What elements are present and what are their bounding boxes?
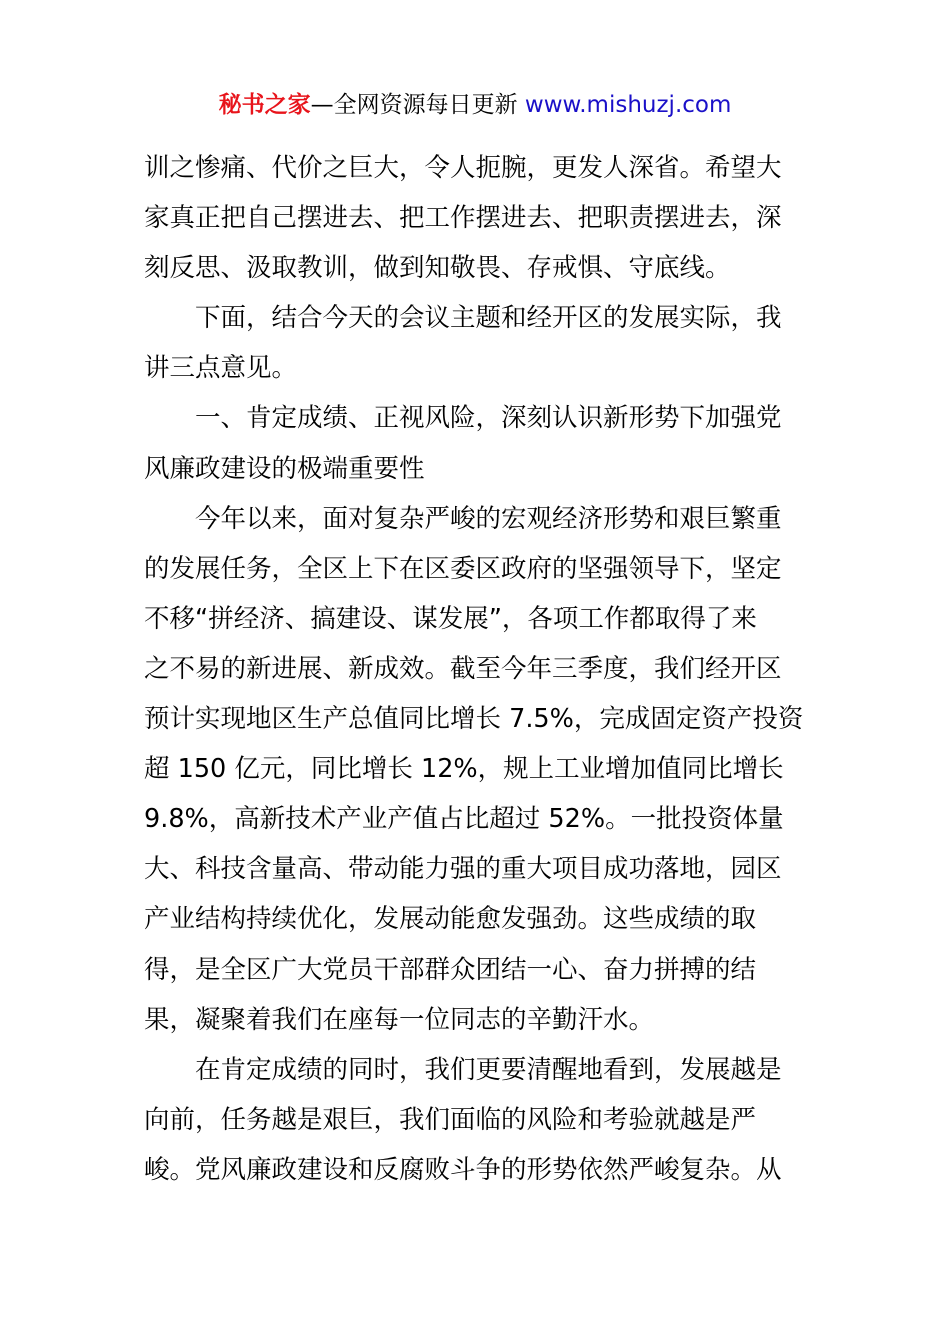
text-line-20: 向前，任务越是艰巨，我们面临的风险和考验就越是严: [144, 1104, 757, 1135]
text-line-17: 得，是全区广大党员干部群众团结一心、奋力拼搏的结: [144, 954, 757, 985]
text-line-1: 训之惨痛、代价之巨大，令人扼腕，更发人深省。希望大: [144, 153, 782, 183]
text-line-21: 峻。党风廉政建设和反腐败斗争的形势依然严峻复杂。从: [144, 1154, 782, 1185]
text-line-18: 果，凝聚着我们在座每一位同志的辛勤汗水。: [144, 1004, 655, 1035]
text-line-10: 不移“拼经济、搞建设、谋发展”，各项工作都取得了来: [144, 603, 757, 634]
text-line-12: 预计实现地区生产总值同比增长 7.5%，完成固定资产投资: [144, 704, 804, 735]
document-body: [144, 143, 808, 1195]
text-line-8: 今年以来，面对复杂严峻的宏观经济形势和艰巨繁重: [195, 503, 782, 534]
text-line-19: 在肯定成绩的同时，我们更要清醒地看到，发展越是: [195, 1054, 782, 1085]
text-line-3: 刻反思、汲取教训，做到知敬畏、存戒惧、守底线。: [144, 253, 731, 284]
text-line-13: 超 150 亿元，同比增长 12%，规上工业增加值同比增长: [144, 754, 784, 785]
brand-name: 秘书之家: [218, 92, 311, 118]
text-line-15: 大、科技含量高、带动能力强的重大项目成功落地，园区: [144, 854, 782, 885]
page-header: [0, 88, 950, 122]
section-heading-line-1: 一、肯定成绩、正视风险，深刻认识新形势下加强党: [195, 403, 782, 434]
text-line-16: 产业结构持续优化，发展动能愈发强劲。这些成绩的取: [144, 904, 757, 935]
text-line-11: 之不易的新进展、新成效。截至今年三季度，我们经开区: [144, 653, 782, 684]
section-heading-line-2: 风廉政建设的极端重要性: [144, 453, 425, 484]
header-tagline: —全网资源每日更新: [310, 92, 525, 118]
text-line-9: 的发展任务，全区上下在区委区政府的坚强领导下，坚定: [144, 553, 782, 584]
site-url-link[interactable]: www.mishuzj.com: [524, 92, 732, 118]
text-line-4: 下面，结合今天的会议主题和经开区的发展实际，我: [195, 303, 782, 334]
text-line-5: 讲三点意见。: [144, 353, 298, 384]
text-line-2: 家真正把自己摆进去、把工作摆进去、把职责摆进去，深: [144, 203, 782, 234]
text-line-14: 9.8%，高新技术产业产值占比超过 52%。一批投资体量: [144, 804, 784, 835]
